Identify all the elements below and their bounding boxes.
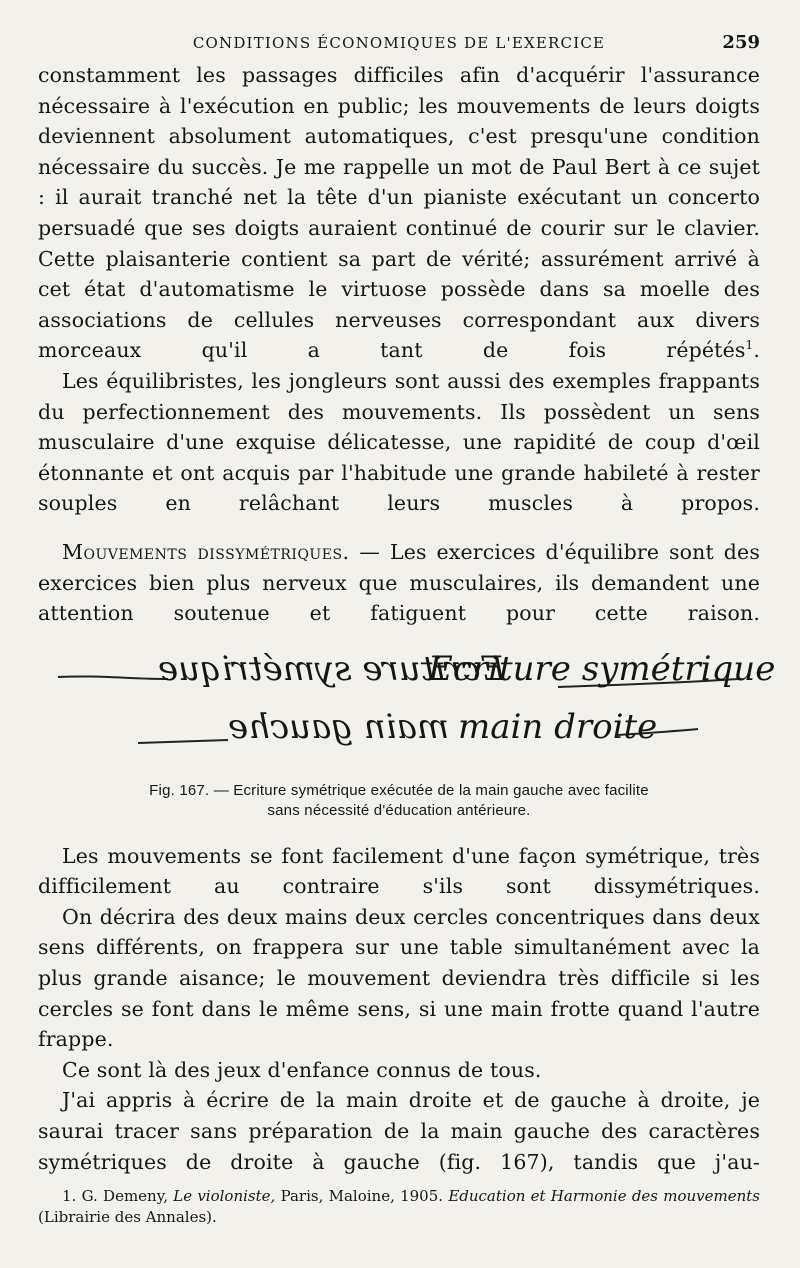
handwriting-line2: main droite xyxy=(458,706,658,747)
caption-line-1: Fig. 167. — Ecriture symétrique exécutée de la main gauche avec facilite xyxy=(149,781,649,799)
paragraph-1-end: . xyxy=(753,338,760,363)
paragraph-7: J'ai appris à écrire de la main droite et de gauche à droite, je saurai tracer sans préparation de la main gauche des caractères symétriques de droite à gauche (fig. 167), tandis que j'au- xyxy=(38,1088,760,1174)
handwriting-mirrored-line1: Ecriture symétrique xyxy=(158,648,506,689)
footnote-ref: 1 xyxy=(745,338,754,353)
paragraph-4: Les mouvements se font facilement d'une façon symétrique, très difficilement au contraire s'ils sont dissymétriques. xyxy=(38,843,760,899)
paragraph-1 xyxy=(38,60,760,366)
figure-167 xyxy=(38,645,776,777)
paragraph-6: Ce sont là des jeux d'enfance connus de tous. xyxy=(62,1057,542,1082)
footnote xyxy=(38,1186,760,1228)
footnote-author: G. Demeny, xyxy=(81,1187,168,1205)
page xyxy=(38,30,776,1177)
footnote-rest: (Librairie des Annales). xyxy=(38,1208,217,1226)
paragraph-3 xyxy=(38,537,760,629)
footnote-number: 1. xyxy=(62,1187,77,1205)
footnote-title-1: Le violoniste, xyxy=(173,1187,276,1205)
running-head: CONDITIONS ÉCONOMIQUES DE L'EXERCICE xyxy=(192,34,606,52)
footnote-publisher: Paris, Maloine, 1905. xyxy=(280,1187,444,1205)
page-header xyxy=(38,30,760,60)
footnote-title-2: Education et Harmonie des mouvements xyxy=(448,1187,761,1205)
paragraph-3-text: — Les exercices d'équilibre sont des exercices bien plus nerveux que musculaires, ils demandent une attention soutenue et fatiguent pour cette raison. xyxy=(38,539,760,626)
handwriting-mirrored-line2: main gauche xyxy=(228,706,450,747)
handwriting-line1: Ecriture symétrique xyxy=(428,648,776,689)
section-title: Mouvements dissymétriques. xyxy=(62,539,350,564)
paragraph-2: Les équilibristes, les jongleurs sont aussi des exemples frappants du perfectionnement des mouvements. Ils possèdent un sens musculaire d'une exquise délicatesse, une rapidité de coup d'œil étonnante et ont acquis par l'habitude une grande habileté à rester souples en relâchant leurs muscles à propos. xyxy=(38,368,760,516)
figure-caption xyxy=(38,781,760,821)
caption-line-2: sans nécessité d'éducation antérieure. xyxy=(267,801,531,819)
paragraph-1-text: constamment les passages difficiles afin d'acquérir l'assurance nécessaire à l'exécution en public; les mouvements de leurs doigts deviennent absolument automatiques, c'est presqu'une condition nécessaire du succès. Je me rappelle un mot de Paul Bert à ce sujet : il aurait tranché net la tête d'un pianiste exécutant un concerto persuadé que ses doigts auraient continué de courir sur le clavier. Cette plaisanterie contient sa part de vérité; assurément arrivé à cet état d'automatisme le virtuose possède dans sa moelle des associations de cellules nerveuses correspondant aux divers morceaux qu'il a tant de fois répétés xyxy=(38,63,760,363)
page-number: 259 xyxy=(722,32,760,53)
paragraph-5: On décrira des deux mains deux cercles concentriques dans deux sens différents, on frappera sur une table simultanément avec la plus grande aisance; le mouvement deviendra très difficile si les cercles se font dans le même sens, si une main frotte quand l'autre frappe. xyxy=(38,904,760,1052)
